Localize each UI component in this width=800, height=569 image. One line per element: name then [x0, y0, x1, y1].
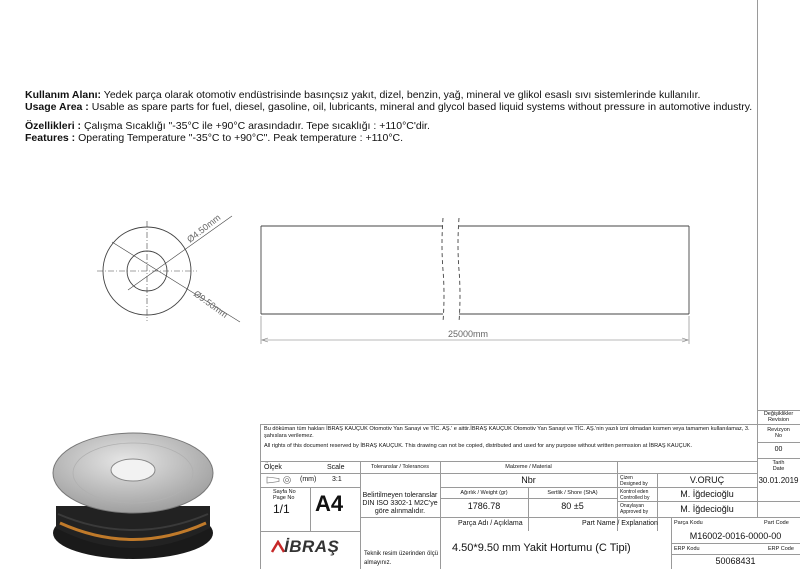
- date-label: Tarih Date: [772, 460, 785, 472]
- erp-code-value: 50068431: [715, 556, 756, 566]
- scale-label-en: Scale: [327, 464, 345, 471]
- part-name-label-en: Part Name / Explanation: [582, 520, 658, 527]
- technical-drawing: [0, 190, 757, 360]
- inner-diameter-label: Ø4.50mm: [185, 212, 223, 245]
- material-value: Nbr: [521, 475, 536, 485]
- copyright-en: All rights of this document reserved by İBRAŞ KAUÇUK. This drawing can not be copied, distributed and used for any purpose without written permssion at İBRAŞ KAUÇUK.: [264, 443, 693, 449]
- frame-right-border: [757, 0, 758, 410]
- approved-by: M. İğdecioğlu: [680, 504, 734, 514]
- revision-no-label: Revizyon No: [767, 427, 790, 439]
- weight-label: Ağırlık / Weight (gr): [460, 490, 508, 496]
- unit-label: (mm): [300, 476, 317, 483]
- hardness-label: Sertlik / Shore (ShA): [547, 490, 598, 496]
- part-name-label-tr: Parça Adı / Açıklama: [458, 520, 523, 527]
- revision-no-value: 00: [774, 446, 783, 453]
- technical-note: Teknik resim üzerinden ölçü almayınız.: [364, 551, 439, 566]
- checked-label: Kontrol eden Controlled by: [620, 489, 650, 501]
- hose-side-view: [261, 218, 689, 322]
- product-photo: [48, 428, 218, 562]
- part-code-label-tr: Parça Kodu: [674, 520, 703, 526]
- projection-symbol-icon: [265, 475, 295, 485]
- copyright-tr: Bu döküman tüm hakları İBRAŞ KAUÇUK Otomotiv Yan Sanayi ve TİC. AŞ.' e aittir.İBRAŞ KAUÇUK Otomotiv Yan Sanayi ve TİC. AŞ.'nin yazılı izni olmadan kısmen veya tamamen kullanılamaz, 3. şahıslara verilemez.: [264, 426, 750, 439]
- scale-label-tr: Ölçek: [264, 464, 282, 471]
- part-name-value: 4.50*9.50 mm Yakit Hortumu (C Tipi): [452, 542, 631, 554]
- sheet-size: A4: [315, 491, 344, 516]
- weight-value: 1786.78: [467, 501, 501, 511]
- material-label: Malzeme / Material: [505, 464, 552, 470]
- checked-by: M. İğdecioğlu: [680, 489, 734, 499]
- approved-label: Onaylayan Approved by: [620, 503, 649, 515]
- page-value: 1/1: [273, 502, 290, 516]
- drawn-label: Çizen Designed by: [620, 475, 648, 487]
- part-code-label-en: Part Code: [764, 520, 789, 526]
- drawn-by: V.ORUÇ: [689, 475, 725, 485]
- part-code-value: M16002-0016-0000-00: [689, 531, 782, 541]
- title-block: Değişiklikler Revision Revizyon No 00 Tarih Date Bu döküman tüm hakları İBRAŞ KAUÇUK Otomotiv Yan Sanayi ve TİC. AŞ.' e aittir.İBRAŞ KAUÇUK Otomotiv Yan Sanayi ve TİC. AŞ.'nin yazılı izni olmadan kısmen veya tamamen kullanılamaz, 3. şahıslara verilemez. All rights of this document reserved by İBRAŞ KAUÇUK. This drawing can not be copied, distributed and used for any purpose without written permssion at İBRAŞ KAUÇUK. Ölçek Scale (mm) 3:1 Sayfa No Page No 1/1 A4 İBRAŞ Toleranslar / Tolerances Belirtilmeyen toleranslar DIN ISO 3302-1 M2C'ye göre alınmalıdır. Malzeme / Material Nbr Ağırlık / Weight (gr) Sertlik / Shore (ShA) 1786.78 80 ±5 Çizen Designed by V.ORUÇ Kontrol eden Controlled by M. İğdecioğlu Onaylayan Approved by M. İğdecioğlu 30.01.2019 Parça Adı / Açıklama Part Name / Explanation 4.50*9.50 mm Yakit Hortumu (C Tipi) Parça Kodu Part Code M16002-0016-0000-00 ERP Kodu ERP Code 50068431 Teknik resim üzerinden ölçü almayınız.: [260, 410, 800, 569]
- length-label: 25000mm: [448, 329, 489, 339]
- tolerance-text: Belirtilmeyen toleranslar DIN ISO 3302-1 M2C'ye göre alınmalıdır.: [362, 492, 438, 515]
- page-label: Sayfa No Page No: [273, 489, 296, 501]
- outer-diameter-label: Ø9.50mm: [191, 288, 230, 320]
- hardness-value: 80 ±5: [561, 501, 584, 511]
- features-en: Features : Operating Temperature "-35°C to +90°C". Peak temperature : +110°C.: [25, 132, 404, 144]
- date-value: 30.01.2019: [758, 476, 799, 485]
- tolerances-label: Toleranslar / Tolerances: [371, 464, 429, 470]
- usage-area-tr: Kullanım Alanı: Yedek parça olarak otomotiv endüstrisinde basınçsız yakıt, dizel, benzin, yağ, mineral ve glikol esaslı sıvı sistemlerinde kullanılır.: [25, 89, 701, 101]
- features-tr: Özellikleri : Çalışma Sıcaklığı "-35°C ile +90°C arasındadır. Tepe sıcaklığı : +110°C'dir.: [25, 120, 430, 132]
- usage-area-en: Usage Area : Usable as spare parts for fuel, diesel, gasoline, oil, lubricants, mineral and glycol based liquid systems without pressure in automotive industry.: [25, 101, 753, 113]
- erp-label-tr: ERP Kodu: [674, 546, 700, 552]
- scale-value: 3:1: [332, 476, 342, 483]
- revisions-header: Değişiklikler Revision: [763, 411, 794, 423]
- erp-label-en: ERP Code: [768, 546, 794, 552]
